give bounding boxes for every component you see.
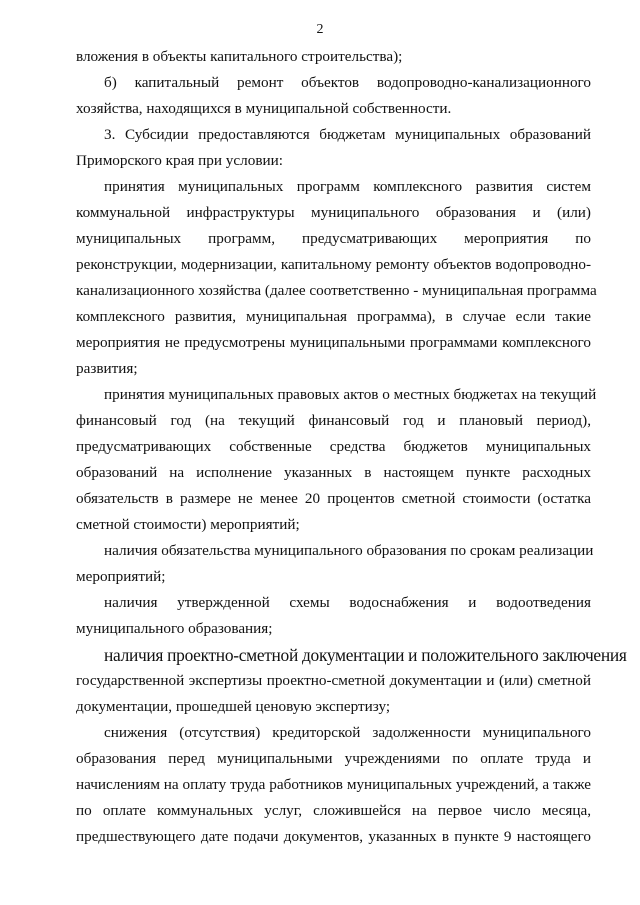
text-line: муниципальных программ, предусматривающих мероприятия по [76,230,591,247]
text-line: государственной экспертизы проектно-сметной документации и (или) сметной [76,672,591,689]
text-line: по оплате коммунальных услуг, сложившейся на первое число месяца, [76,802,591,819]
text-line: наличия обязательства муниципального образования по срокам реализации [104,542,594,559]
text-line: мероприятий; [76,568,166,585]
text-line: коммунальной инфраструктуры муниципального образования и (или) [76,204,591,221]
text-line: начислениям на оплату труда работников муниципальных учреждений, а также [76,776,591,793]
text-line: принятия муниципальных программ комплексного развития систем [104,178,591,195]
text-line: наличия утвержденной схемы водоснабжения и водоотведения [104,594,591,611]
text-line: документации, прошедшей ценовую экспертизу; [76,698,391,715]
text-line: реконструкции, модернизации, капитальному ремонту объектов водопроводно- [76,256,591,273]
text-line: канализационного хозяйства (далее соответственно - муниципальная программа [76,282,597,299]
text-line: предусматривающих собственные средства бюджетов муниципальных [76,438,591,455]
text-line: вложения в объекты капитального строительства); [76,48,403,65]
text-line: сметной стоимости) мероприятий; [76,516,300,533]
text-line: образований на исполнение указанных в настоящем пункте расходных [76,464,591,481]
text-line: обязательств в размере не менее 20 процентов сметной стоимости (остатка [76,490,591,507]
text-line: образования перед муниципальными учреждениями по оплате труда и [76,750,591,767]
text-line: комплексного развития, муниципальная программа), в случае если такие [76,308,591,325]
document-body [76,44,627,850]
text-line: снижения (отсутствия) кредиторской задолженности муниципального [104,724,591,741]
text-line: хозяйства, находящихся в муниципальной собственности. [76,100,452,117]
text-line: б) капитальный ремонт объектов водопроводно-канализационного [104,74,591,91]
text-line: мероприятия не предусмотрены муниципальными программами комплексного [76,334,591,351]
text-line: Приморского края при условии: [76,152,283,169]
text-line: принятия муниципальных правовых актов о местных бюджетах на текущий [104,386,597,403]
text-line: предшествующего дате подачи документов, указанных в пункте 9 настоящего [76,828,591,845]
text-line: муниципального образования; [76,620,273,637]
text-line: 3. Субсидии предоставляются бюджетам муниципальных образований [104,126,591,143]
text-line: наличия проектно-сметной документации и положительного заключения [104,645,627,665]
text-line: финансовый год (на текущий финансовый год и плановый период), [76,412,591,429]
text-line: развития; [76,360,138,377]
page-number: 2 [316,22,324,37]
